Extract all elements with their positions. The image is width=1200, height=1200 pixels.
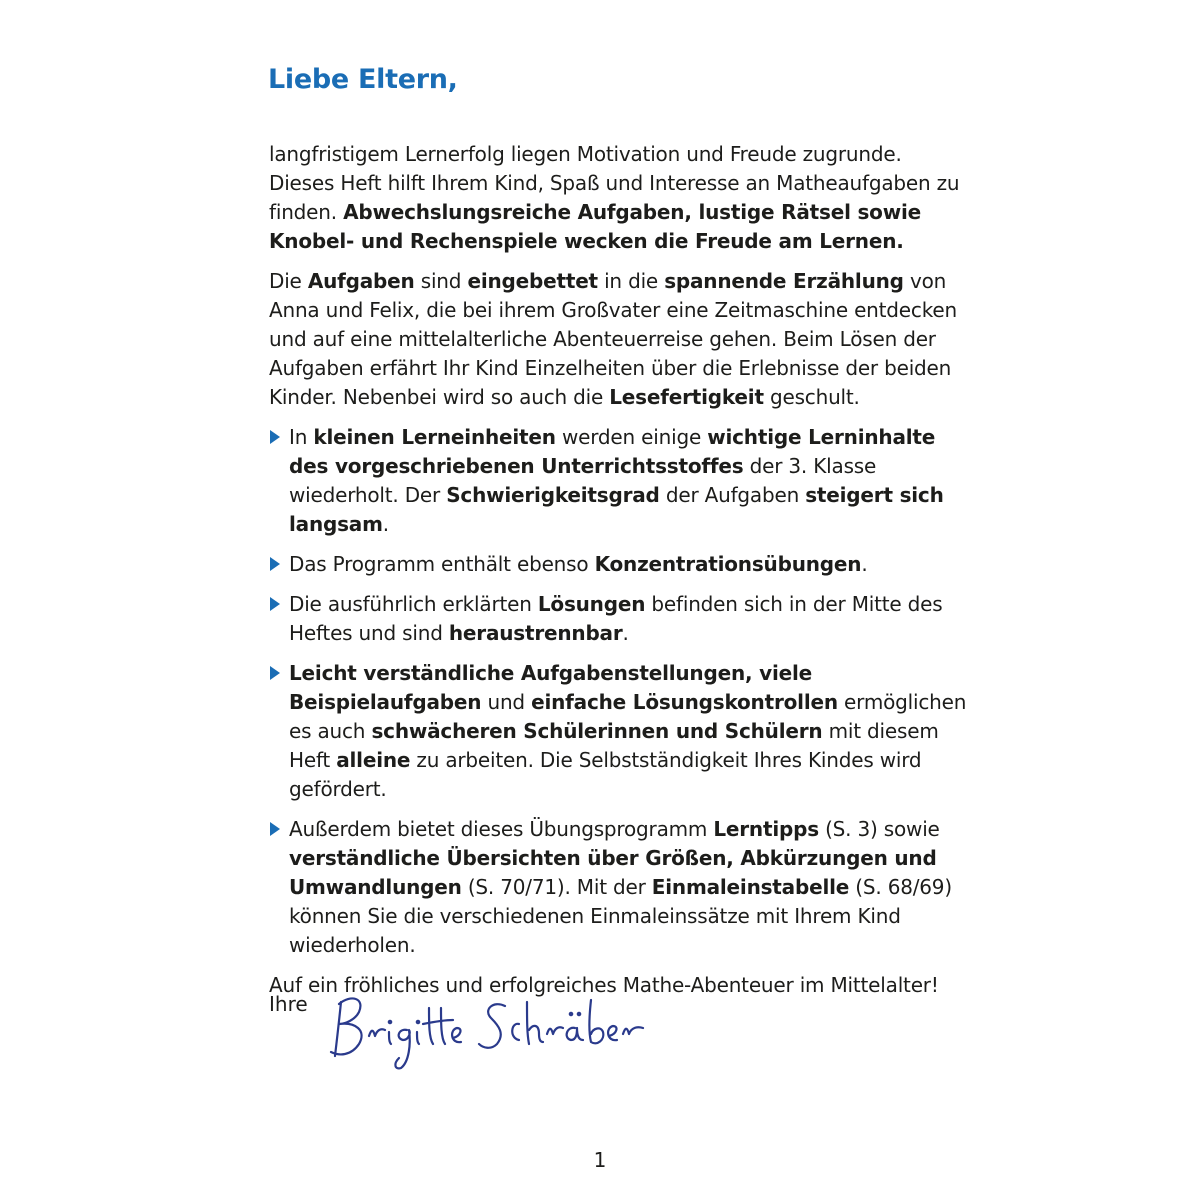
story-text: Die (269, 269, 308, 293)
list-item (269, 550, 969, 579)
item-text: befinden sich in der Mitte des Heftes und sind (289, 592, 943, 645)
greeting-heading: Liebe Eltern, (268, 64, 458, 95)
item-text: Außerdem bietet dieses Übungsprogramm (289, 817, 714, 841)
item-text: der Aufgaben (659, 483, 806, 507)
intro-paragraph (269, 140, 969, 256)
list-item (269, 590, 969, 648)
intro-text: langfristigem Lernerfolg liegen Motivation und Freude zugrunde. Dieses Heft hilft Ihrem Kind, Spaß und Interesse an Matheaufgaben zu finden. (269, 142, 960, 224)
story-paragraph (269, 267, 969, 412)
intro-emphasis: Abwechslungsreiche Aufgaben, lustige Rätsel sowie Knobel- und Rechenspiele wecken die Freude am Lernen. (269, 200, 922, 253)
story-emphasis: Aufgaben (307, 269, 415, 293)
handwritten-signature (319, 984, 659, 1074)
item-emphasis: Lerntipps (713, 817, 819, 841)
item-text: (S. 70/71). Mit der (461, 875, 652, 899)
story-text: in die (597, 269, 665, 293)
item-emphasis: einfache Lösungskontrollen (531, 690, 838, 714)
list-item (269, 423, 969, 539)
list-item (269, 815, 969, 960)
item-text: (S. 68/69) können Sie die verschiedenen Einmaleinssätze mit Ihrem Kind wiederholen. (289, 875, 952, 957)
item-text: Das Programm enthält ebenso (289, 552, 595, 576)
item-emphasis: Schwierigkeitsgrad (446, 483, 660, 507)
item-text: und (481, 690, 532, 714)
signature-block (269, 990, 769, 1080)
story-text: geschult. (763, 385, 860, 409)
closing-paragraph: Auf ein fröhliches und erfolgreiches Mathe-Abenteuer im Mittelalter! (269, 973, 939, 997)
item-emphasis: Einmaleinstabelle (651, 875, 850, 899)
triangle-bullet-icon (270, 822, 280, 836)
item-emphasis: Leicht verständliche Aufgabenstellungen, viele Beispielaufgaben (289, 661, 813, 714)
item-text: ermöglichen es auch (289, 690, 967, 743)
item-text: . (861, 552, 868, 576)
story-emphasis: spannende Erzählung (664, 269, 904, 293)
triangle-bullet-icon (270, 597, 280, 611)
triangle-bullet-icon (270, 666, 280, 680)
item-text: . (382, 512, 389, 536)
item-emphasis: verständliche Übersichten über Größen, Abkürzungen und Umwandlungen (289, 846, 937, 899)
triangle-bullet-icon (270, 557, 280, 571)
item-emphasis: heraustrennbar (448, 621, 623, 645)
item-emphasis: wichtige Lerninhalte des vorgeschriebenen Unterrichtsstoffes (289, 425, 936, 478)
item-emphasis: alleine (336, 748, 411, 772)
story-emphasis: eingebettet (467, 269, 598, 293)
signoff-text: Ihre (269, 992, 308, 1016)
item-text: . (622, 621, 629, 645)
item-emphasis: Konzentrationsübungen (594, 552, 862, 576)
item-text: (S. 3) sowie (818, 817, 940, 841)
item-emphasis: schwächeren Schülerinnen und Schülern (371, 719, 823, 743)
item-text: In (289, 425, 314, 449)
item-emphasis: Lösungen (537, 592, 646, 616)
item-text: Die ausführlich erklärten (289, 592, 538, 616)
item-emphasis: kleinen Lerneinheiten (313, 425, 556, 449)
item-emphasis: steigert sich langsam (289, 483, 944, 536)
item-text: mit diesem Heft (289, 719, 939, 772)
story-text: von Anna und Felix, die bei ihrem Großvater eine Zeitmaschine entdecken und auf eine mittelalterliche Abenteuerreise gehen. Beim Lösen der Aufgaben erfährt Ihr Kind Einzelheiten über die Erlebnisse der beiden Kinder. Nebenbei wird so auch die (269, 269, 957, 409)
letter-body (269, 140, 969, 1011)
list-item (269, 659, 969, 804)
story-text: sind (414, 269, 468, 293)
item-text: zu arbeiten. Die Selbstständigkeit Ihres Kindes wird gefördert. (289, 748, 922, 801)
item-text: der 3. Klasse wiederholt. Der (289, 454, 877, 507)
triangle-bullet-icon (270, 430, 280, 444)
feature-list (269, 423, 969, 960)
page-number: 1 (593, 1148, 607, 1172)
item-text: werden einige (555, 425, 708, 449)
story-emphasis: Lesefertigkeit (609, 385, 764, 409)
